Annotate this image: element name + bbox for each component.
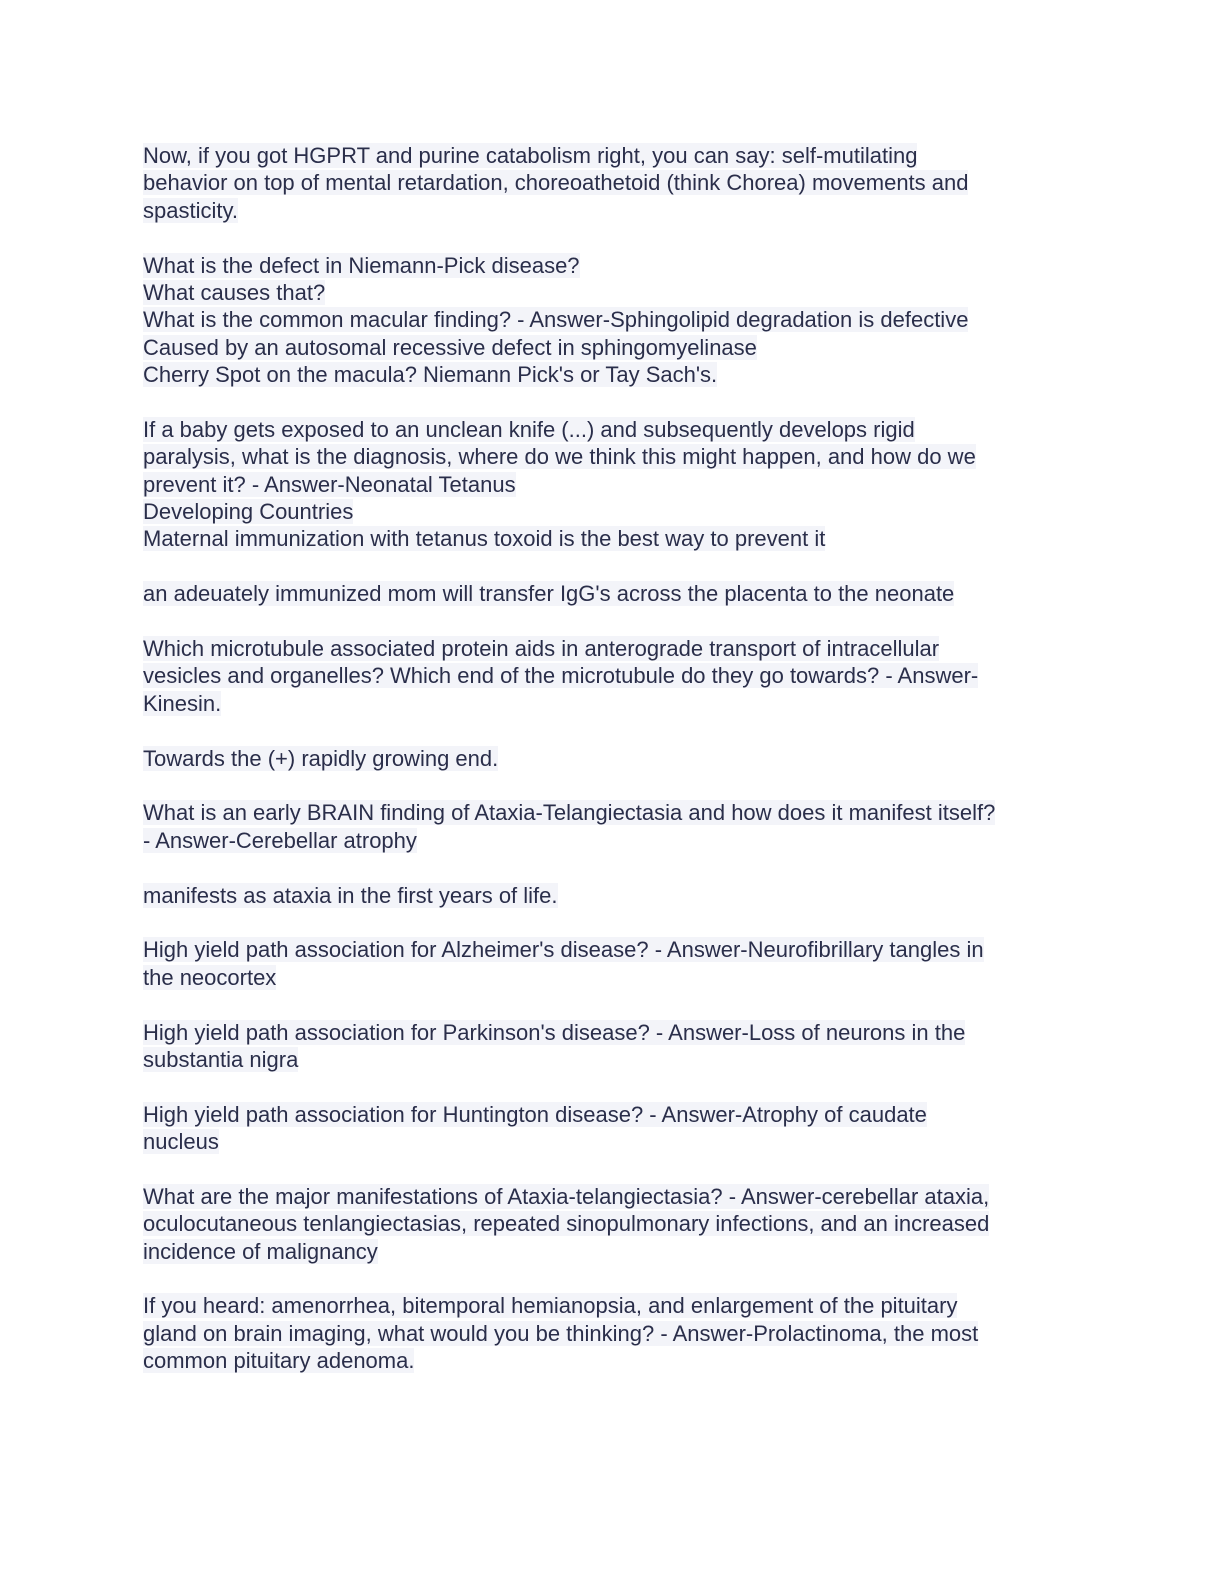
text-line: substantia nigra bbox=[143, 1046, 299, 1072]
text-line: If you heard: amenorrhea, bitemporal hemianopsia, and enlargement of the pituitary bbox=[143, 1293, 958, 1319]
text-line: What is the defect in Niemann-Pick disease? bbox=[143, 252, 580, 278]
text-line: spasticity. bbox=[143, 197, 238, 223]
text-line: Caused by an autosomal recessive defect in sphingomyelinase bbox=[143, 334, 757, 360]
qa-huntington bbox=[143, 1101, 1083, 1156]
text-line: - Answer-Cerebellar atrophy bbox=[143, 827, 417, 853]
text-line: paralysis, what is the diagnosis, where do we think this might happen, and how do we bbox=[143, 444, 976, 470]
text-line: prevent it? - Answer-Neonatal Tetanus bbox=[143, 471, 516, 497]
text-line: What is the common macular finding? - Answer-Sphingolipid degradation is defective bbox=[143, 307, 969, 333]
text-line: nucleus bbox=[143, 1129, 219, 1155]
qa-alzheimers bbox=[143, 936, 1083, 991]
text-line: If a baby gets exposed to an unclean knife (...) and subsequently develops rigid bbox=[143, 416, 915, 442]
text-line: High yield path association for Parkinson's disease? - Answer-Loss of neurons in the bbox=[143, 1019, 966, 1045]
qa-parkinsons bbox=[143, 1019, 1083, 1074]
paragraph-igg-transfer bbox=[143, 580, 1083, 607]
text-line: gland on brain imaging, what would you be thinking? - Answer-Prolactinoma, the most bbox=[143, 1320, 979, 1346]
paragraph-plus-end bbox=[143, 745, 1083, 772]
text-line: behavior on top of mental retardation, choreoathetoid (think Chorea) movements and bbox=[143, 170, 969, 196]
text-line: an adeuately immunized mom will transfer IgG's across the placenta to the neonate bbox=[143, 581, 955, 607]
text-line: incidence of malignancy bbox=[143, 1238, 378, 1264]
qa-ataxia-brain bbox=[143, 799, 1083, 854]
text-line: Maternal immunization with tetanus toxoid is the best way to prevent it bbox=[143, 526, 826, 552]
paragraph-ataxia-manifest bbox=[143, 882, 1083, 909]
text-line: Developing Countries bbox=[143, 499, 354, 525]
text-line: High yield path association for Huntington disease? - Answer-Atrophy of caudate bbox=[143, 1101, 927, 1127]
qa-niemann-pick bbox=[143, 252, 1083, 389]
text-line: Now, if you got HGPRT and purine catabolism right, you can say: self-mutilating bbox=[143, 143, 918, 168]
paragraph-hgprt bbox=[143, 142, 1083, 224]
qa-neonatal-tetanus bbox=[143, 416, 1083, 553]
qa-ataxia-telangiectasia bbox=[143, 1183, 1083, 1265]
text-line: common pituitary adenoma. bbox=[143, 1348, 415, 1374]
text-line: Kinesin. bbox=[143, 690, 222, 716]
qa-kinesin bbox=[143, 635, 1083, 717]
text-line: What is an early BRAIN finding of Ataxia-Telangiectasia and how does it manifest itself? bbox=[143, 800, 996, 826]
text-line: vesicles and organelles? Which end of the microtubule do they go towards? - Answer- bbox=[143, 663, 979, 689]
text-line: What causes that? bbox=[143, 279, 326, 305]
text-line: manifests as ataxia in the first years of life. bbox=[143, 882, 558, 908]
text-line: Cherry Spot on the macula? Niemann Pick's or Tay Sach's. bbox=[143, 362, 718, 388]
document-body bbox=[143, 142, 1083, 1402]
text-line: oculocutaneous tenlangiectasias, repeated sinopulmonary infections, and an increased bbox=[143, 1211, 990, 1237]
text-line: Towards the (+) rapidly growing end. bbox=[143, 745, 499, 771]
text-line: High yield path association for Alzheimer's disease? - Answer-Neurofibrillary tangles in bbox=[143, 937, 984, 963]
qa-prolactinoma bbox=[143, 1292, 1083, 1374]
text-line: the neocortex bbox=[143, 964, 277, 990]
text-line: Which microtubule associated protein aids in anterograde transport of intracellular bbox=[143, 636, 940, 662]
text-line: What are the major manifestations of Ataxia-telangiectasia? - Answer-cerebellar ataxia, bbox=[143, 1183, 990, 1209]
